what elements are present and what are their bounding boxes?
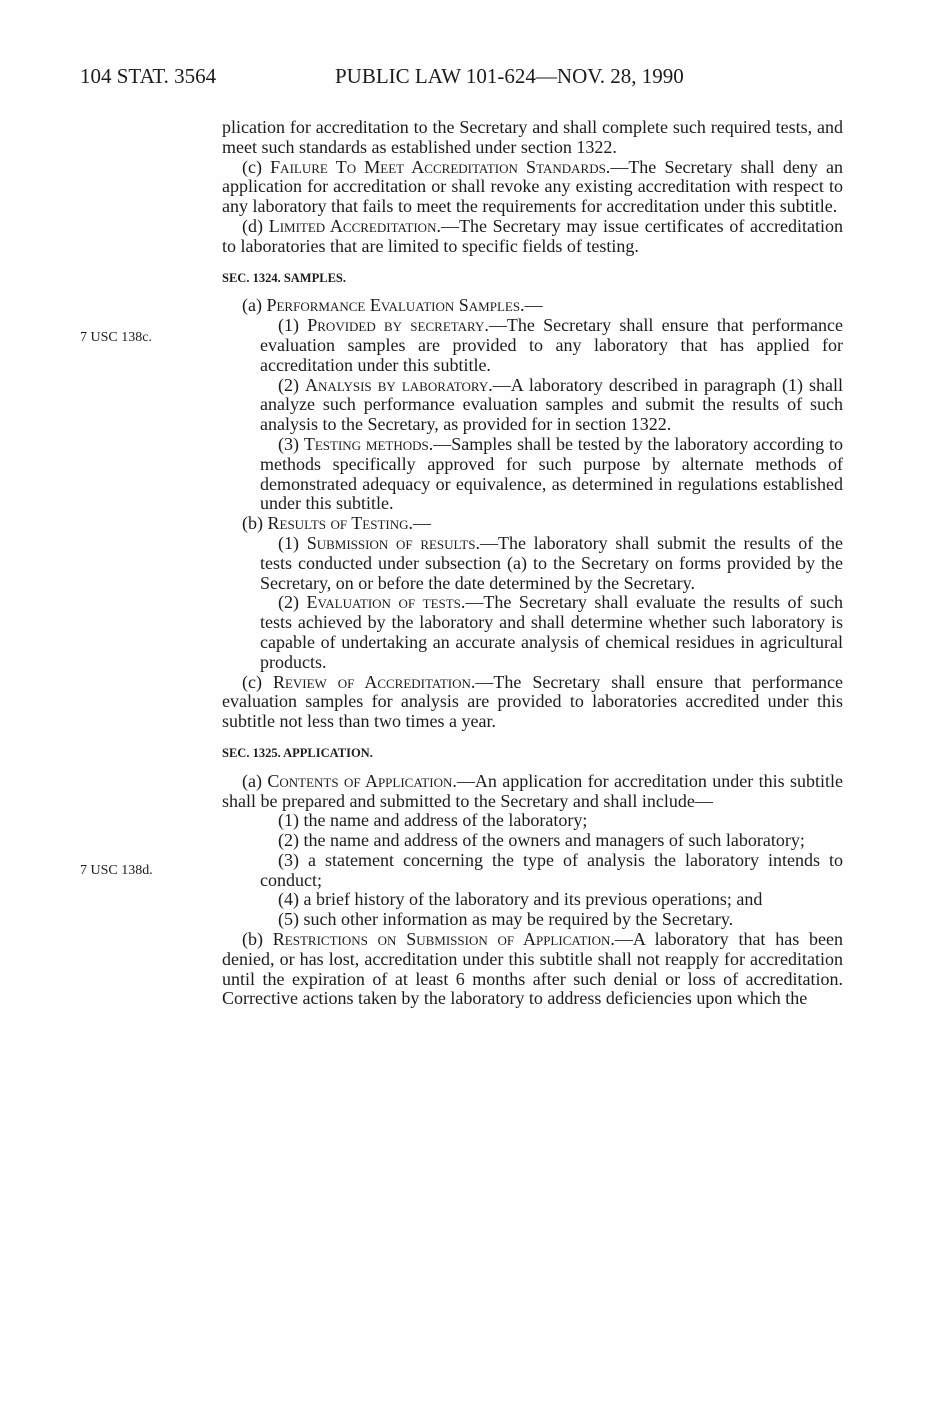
- section-heading-1324: SEC. 1324. SAMPLES.: [222, 270, 346, 285]
- list-item-3: (3) a statement concerning the type of analysis the laboratory intends to conduct;: [260, 849, 843, 890]
- paragraph-1-provided: (1) Provided by secretary.—The Secretary shall ensure that performance evaluation samples are provided to any laboratory that has applied for accreditation under this subtitle.: [260, 315, 843, 375]
- subsection-c-review: (c) Review of Accreditation.—The Secretary shall ensure that performance evaluation samples for analysis are provided to laboratories accredited under this subtitle not less than two times a year.: [222, 671, 843, 732]
- subsection-b-results: (b) Results of Testing.—: [242, 513, 431, 534]
- body-text: [222, 118, 843, 1009]
- statute-page-reference: 104 STAT. 3564: [80, 64, 217, 88]
- law-title: PUBLIC LAW 101-624—NOV. 28, 1990: [335, 64, 684, 88]
- margin-notes: [80, 0, 210, 1415]
- list-item-2: (2) the name and address of the owners and managers of such laboratory;: [278, 830, 805, 851]
- paragraph-3-testing: (3) Testing methods.—Samples shall be tested by the laboratory according to methods specifically approved for such purpose by alternate methods of demonstrated adequacy or equivalence, as determined in regulations established under this subtitle.: [260, 433, 843, 514]
- subsection-b-restrictions: (b) Restrictions on Submission of Application.—A laboratory that has been denied, or has lost, accreditation under this subtitle shall not reapply for accreditation until the expiration of at least 6 months after such denial or loss of accreditation. Corrective actions taken by the laboratory to address deficiencies upon which the: [222, 929, 843, 1009]
- margin-note-usc-138d: 7 USC 138d.: [80, 863, 153, 878]
- section-heading-1325: SEC. 1325. APPLICATION.: [222, 745, 373, 760]
- list-item-1: (1) the name and address of the laboratory;: [278, 810, 588, 831]
- subsection-d-limited: (d) Limited Accreditation.—The Secretary may issue certificates of accreditation to laboratories that are limited to specific fields of testing.: [222, 215, 843, 256]
- list-item-4: (4) a brief history of the laboratory and its previous operations; and: [278, 889, 763, 910]
- subsection-a-contents: (a) Contents of Application.—An application for accreditation under this subtitle shall be prepared and submitted to the Secretary and shall include—: [222, 770, 843, 811]
- paragraph-2-evaluation: (2) Evaluation of tests.—The Secretary shall evaluate the results of such tests achieved by the laboratory and shall determine whether such laboratory is capable of undertaking an accurate analysis of chemical residues in agricultural products.: [260, 592, 843, 672]
- paragraph-2-analysis: (2) Analysis by laboratory.—A laboratory described in paragraph (1) shall analyze such performance evaluation samples and submit the results of such analysis to the Secretary, as provided for in section 1322.: [260, 374, 843, 435]
- continued-paragraph: plication for accreditation to the Secretary and shall complete such required tests, and meet such standards as established under section 1322.: [222, 117, 843, 157]
- margin-note-usc-138c: 7 USC 138c.: [80, 330, 152, 345]
- list-item-5: (5) such other information as may be required by the Secretary.: [278, 909, 734, 930]
- paragraph-1-submission: (1) Submission of results.—The laboratory shall submit the results of the tests conducted under subsection (a) to the Secretary on forms provided by the Secretary, on or before the date determined by the Secretary.: [260, 532, 843, 593]
- subsection-c-failure: (c) Failure To Meet Accreditation Standards.—The Secretary shall deny an application for accreditation or shall revoke any existing accreditation with respect to any laboratory that fails to meet the requirements for accreditation under this subtitle.: [222, 156, 843, 217]
- subsection-a-samples: (a) Performance Evaluation Samples.—: [242, 295, 543, 316]
